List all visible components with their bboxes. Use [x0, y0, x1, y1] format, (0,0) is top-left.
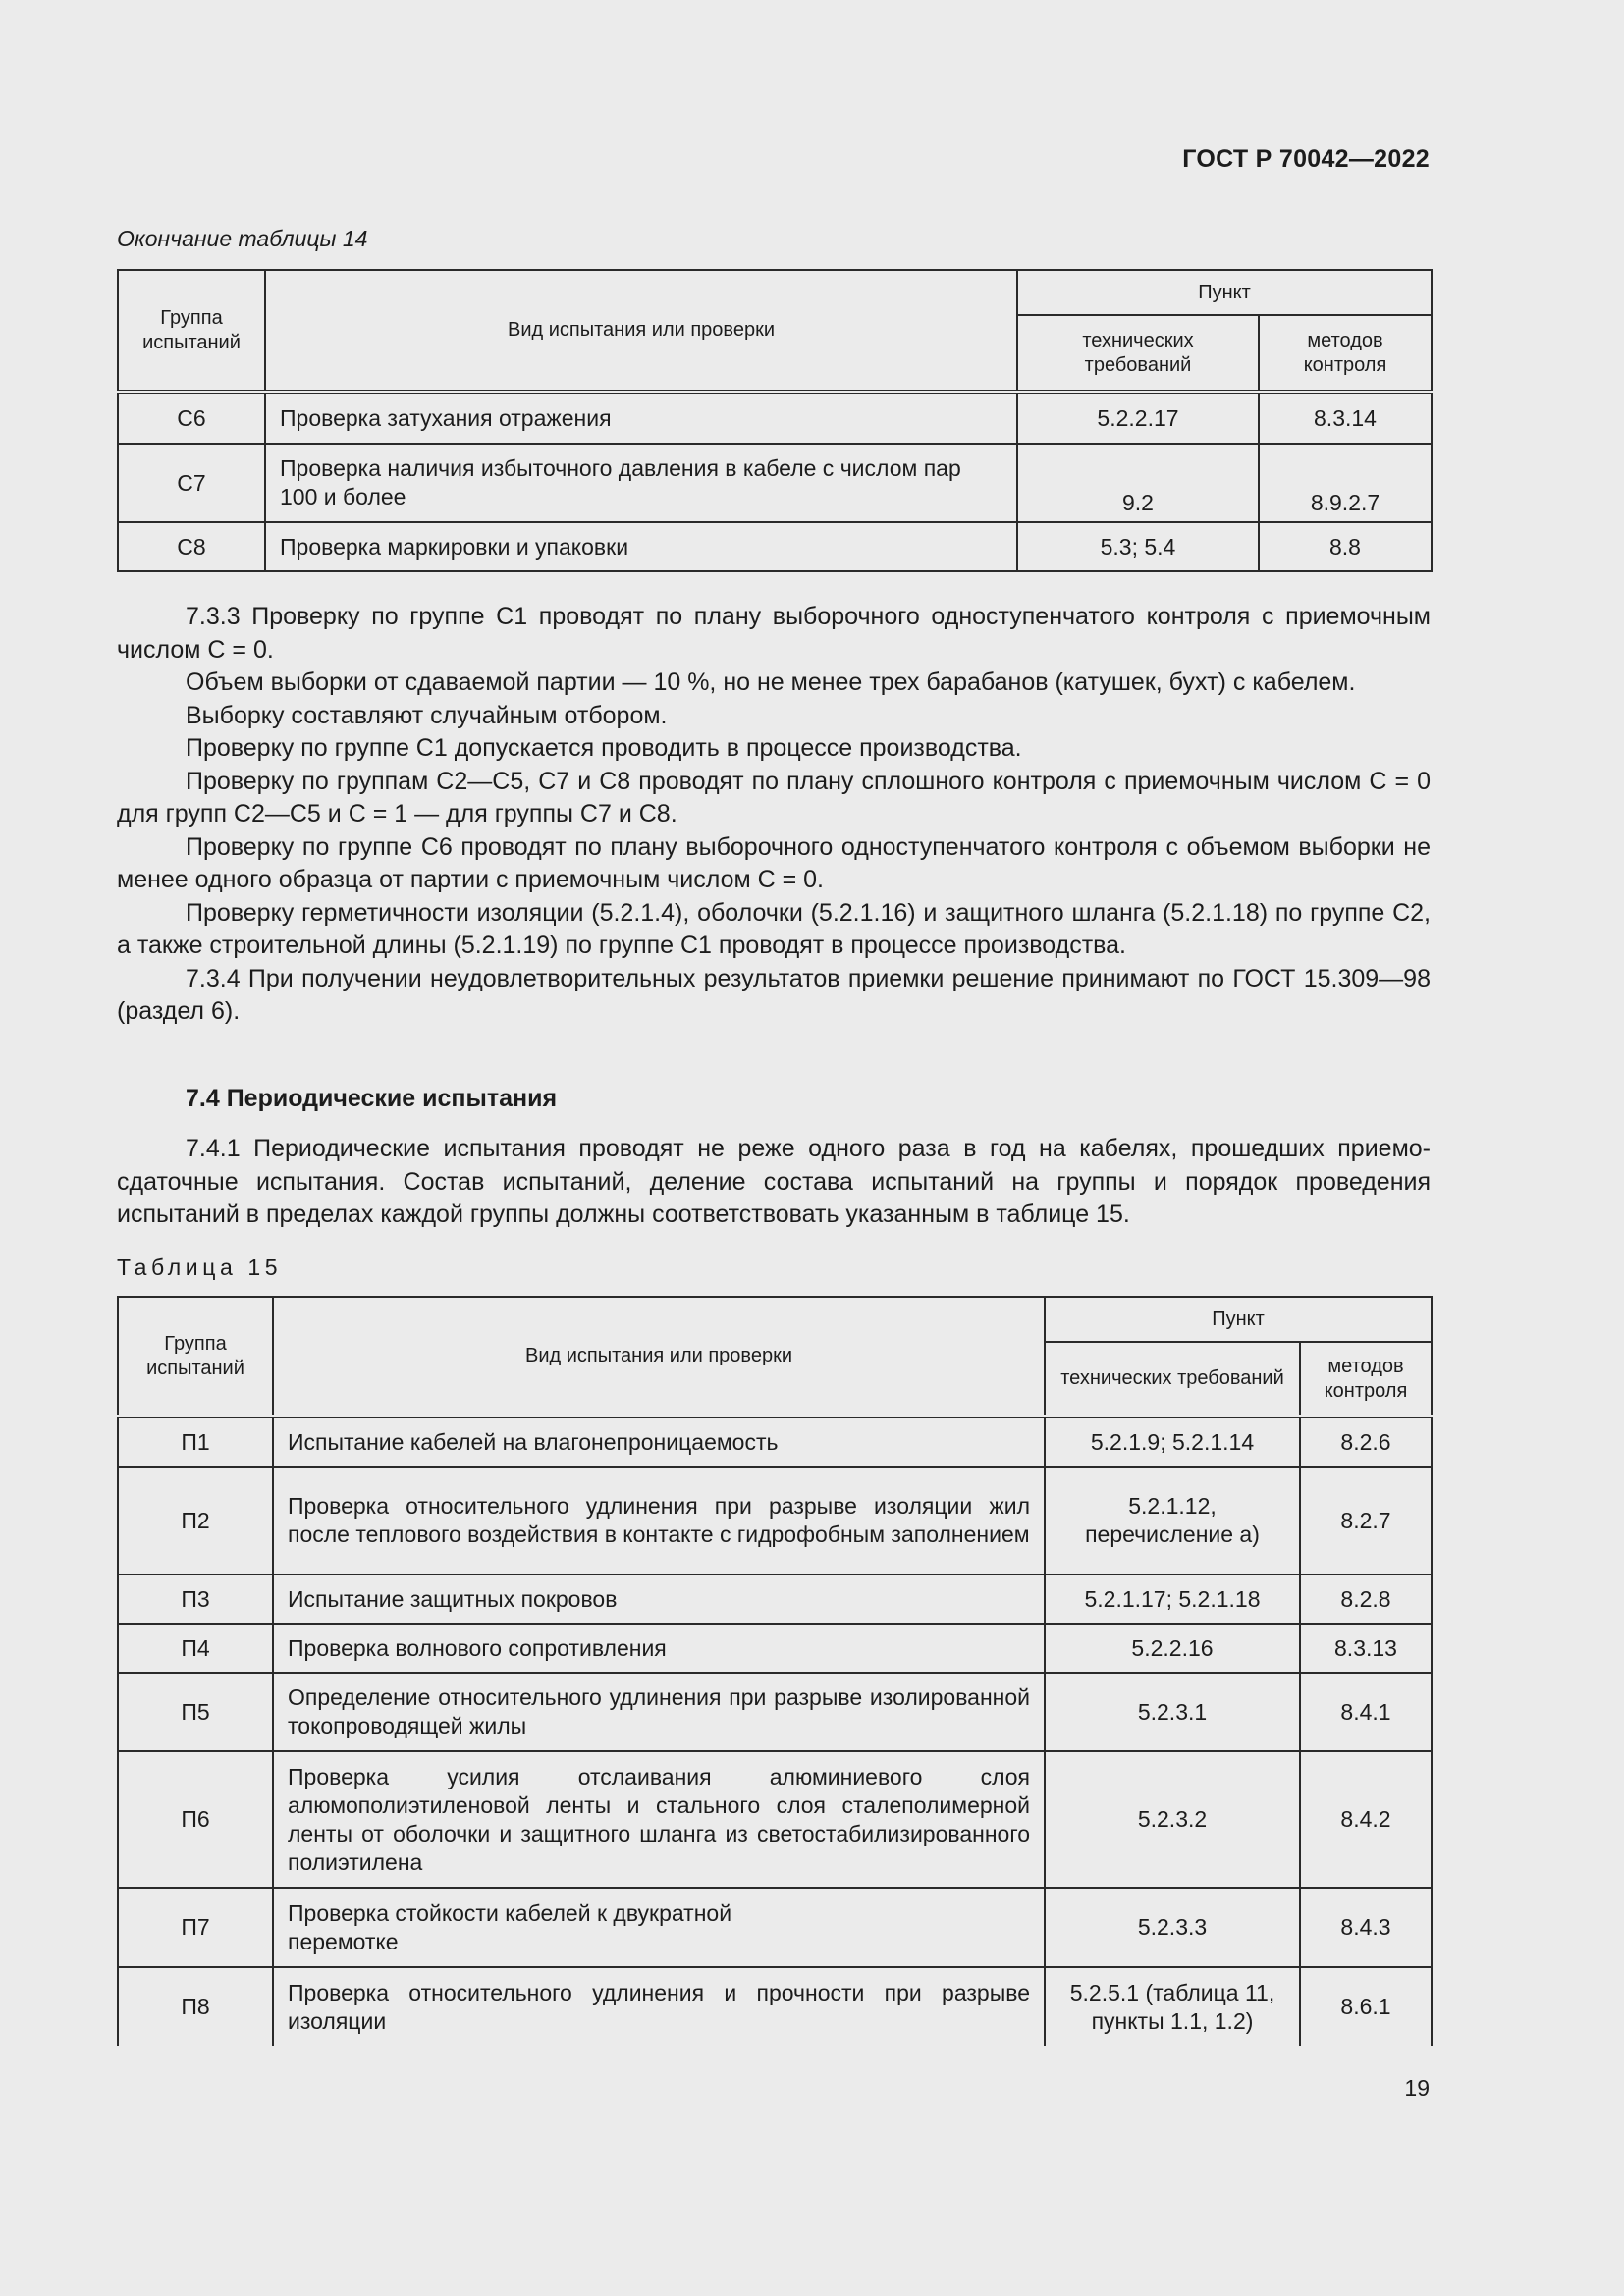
table-14 [117, 269, 1433, 572]
cell-test: Испытание кабелей на влагонепроницаемость [273, 1416, 1045, 1467]
cell-tech: 9.2 [1017, 444, 1259, 522]
cell-tech: 5.2.3.3 [1045, 1888, 1300, 1967]
cell-tech: 5.2.1.12, перечисление а) [1045, 1467, 1300, 1575]
cell-test: Испытание защитных покровов [273, 1575, 1045, 1624]
cell-test: Проверка относительного удлинения при разрыве изоляции жил после теплового воздействия в контакте с гидрофобным заполнением [273, 1467, 1045, 1575]
paragraph: Проверку по группе С1 допускается проводить в процессе производства. [186, 734, 1022, 762]
cell-tech: 5.2.2.16 [1045, 1624, 1300, 1673]
paragraph: 7.4.1 Периодические испытания проводят не реже одного раза в год на кабелях, прошедших приемо-сдаточные испытания. Состав испытаний, деление состава испытаний на группы и порядок проведения испытаний в пределах каждой группы должны соответствовать указанным в таблице 15. [117, 1135, 1431, 1228]
paragraph: Проверку по группам С2—С5, С7 и С8 проводят по плану сплошного контроля с приемочным числом С = 0 для групп С2—С5 и С = 1 — для группы С7 и С8. [117, 767, 1431, 828]
paragraph: 7.3.3 Проверку по группе С1 проводят по плану выборочного одноступенчатого контроля с приемочным числом С = 0. [117, 603, 1431, 664]
cell-group: П3 [118, 1575, 273, 1624]
cell-group: П2 [118, 1467, 273, 1575]
header-tech: технических требований [1017, 315, 1259, 392]
cell-methods: 8.2.7 [1300, 1467, 1432, 1575]
table-row [118, 1416, 1432, 1467]
cell-group: П1 [118, 1416, 273, 1467]
section-heading-7-4: 7.4 Периодические испытания [186, 1085, 558, 1112]
clause-7-4-1-text [117, 1133, 1431, 1232]
table-row [118, 1575, 1432, 1624]
cell-methods: 8.4.3 [1300, 1888, 1432, 1967]
table-row [118, 1624, 1432, 1673]
cell-group: П5 [118, 1673, 273, 1751]
cell-methods: 8.2.8 [1300, 1575, 1432, 1624]
table-row [118, 1888, 1432, 1967]
table-15 [117, 1296, 1433, 2046]
cell-test: Проверка волнового сопротивления [273, 1624, 1045, 1673]
table-row [118, 1751, 1432, 1888]
paragraph: 7.3.4 При получении неудовлетворительных результатов приемки решение принимают по ГОСТ 15.309—98 (раздел 6). [117, 964, 1431, 1025]
table-row [118, 392, 1432, 444]
cell-test: Проверка стойкости кабелей к двукратной перемотке [273, 1888, 1045, 1967]
paragraph: Выборку составляют случайным отбором. [186, 701, 668, 729]
cell-test: Проверка маркировки и упаковки [265, 522, 1017, 571]
paragraph: Проверку герметичности изоляции (5.2.1.4), оболочки (5.2.1.16) и защитного шланга (5.2.1.18) по группе С2, а также строительной длины (5.2.1.19) по группе С1 проводят в процессе производства. [117, 898, 1431, 959]
table-row [118, 1467, 1432, 1575]
cell-tech: 5.3; 5.4 [1017, 522, 1259, 571]
table-row [118, 444, 1432, 522]
clause-7-3-3-text [117, 601, 1431, 1029]
header-methods: методов контроля [1259, 315, 1432, 392]
cell-methods: 8.8 [1259, 522, 1432, 571]
header-group: Группа испытаний [118, 1297, 273, 1416]
header-tech: технических требований [1045, 1342, 1300, 1416]
header-group: Группа испытаний [118, 270, 265, 392]
cell-test: Определение относительного удлинения при разрыве изолированной токопроводящей жилы [273, 1673, 1045, 1751]
header-clause: Пункт [1017, 270, 1432, 315]
cell-methods: 8.4.1 [1300, 1673, 1432, 1751]
header-methods: методов контроля [1300, 1342, 1432, 1416]
cell-tech: 5.2.1.9; 5.2.1.14 [1045, 1416, 1300, 1467]
cell-methods: 8.9.2.7 [1259, 444, 1432, 522]
cell-methods: 8.2.6 [1300, 1416, 1432, 1467]
cell-test: Проверка наличия избыточного давления в кабеле с числом пар 100 и более [265, 444, 1017, 522]
cell-tech: 5.2.3.2 [1045, 1751, 1300, 1888]
cell-group: П6 [118, 1751, 273, 1888]
cell-test: Проверка усилия отслаивания алюминиевого слоя алюмополиэтиленовой ленты и стального слоя сталеполимерной ленты от оболочки и защитного шланга из светостабилизированного полиэтилена [273, 1751, 1045, 1888]
document-code: ГОСТ Р 70042—2022 [1182, 145, 1430, 173]
cell-test: Проверка затухания отражения [265, 392, 1017, 444]
paragraph: Проверку по группе С6 проводят по плану выборочного одноступенчатого контроля с объемом выборки не менее одного образца от партии с приемочным числом С = 0. [117, 832, 1431, 893]
table14-caption: Окончание таблицы 14 [117, 226, 368, 251]
header-test: Вид испытания или проверки [273, 1297, 1045, 1416]
cell-group: П8 [118, 1967, 273, 2046]
cell-methods: 8.3.14 [1259, 392, 1432, 444]
table-row [118, 522, 1432, 571]
cell-group: П7 [118, 1888, 273, 1967]
cell-methods: 8.4.2 [1300, 1751, 1432, 1888]
table-row [118, 1967, 1432, 2046]
cell-tech: 5.2.1.17; 5.2.1.18 [1045, 1575, 1300, 1624]
cell-methods: 8.6.1 [1300, 1967, 1432, 2046]
cell-tech: 5.2.5.1 (таблица 11, пункты 1.1, 1.2) [1045, 1967, 1300, 2046]
page-number: 19 [1404, 2075, 1430, 2101]
paragraph: Объем выборки от сдаваемой партии — 10 %, но не менее трех барабанов (катушек, бухт) с кабелем. [186, 668, 1356, 696]
cell-tech: 5.2.2.17 [1017, 392, 1259, 444]
table15-caption: Таблица 15 [117, 1255, 283, 1280]
cell-group: П4 [118, 1624, 273, 1673]
cell-tech: 5.2.3.1 [1045, 1673, 1300, 1751]
header-test: Вид испытания или проверки [265, 270, 1017, 392]
table-row [118, 1673, 1432, 1751]
cell-group: С7 [118, 444, 265, 522]
header-clause: Пункт [1045, 1297, 1432, 1342]
cell-group: С8 [118, 522, 265, 571]
cell-methods: 8.3.13 [1300, 1624, 1432, 1673]
cell-test: Проверка относительного удлинения и прочности при разрыве изоляции [273, 1967, 1045, 2046]
cell-group: С6 [118, 392, 265, 444]
